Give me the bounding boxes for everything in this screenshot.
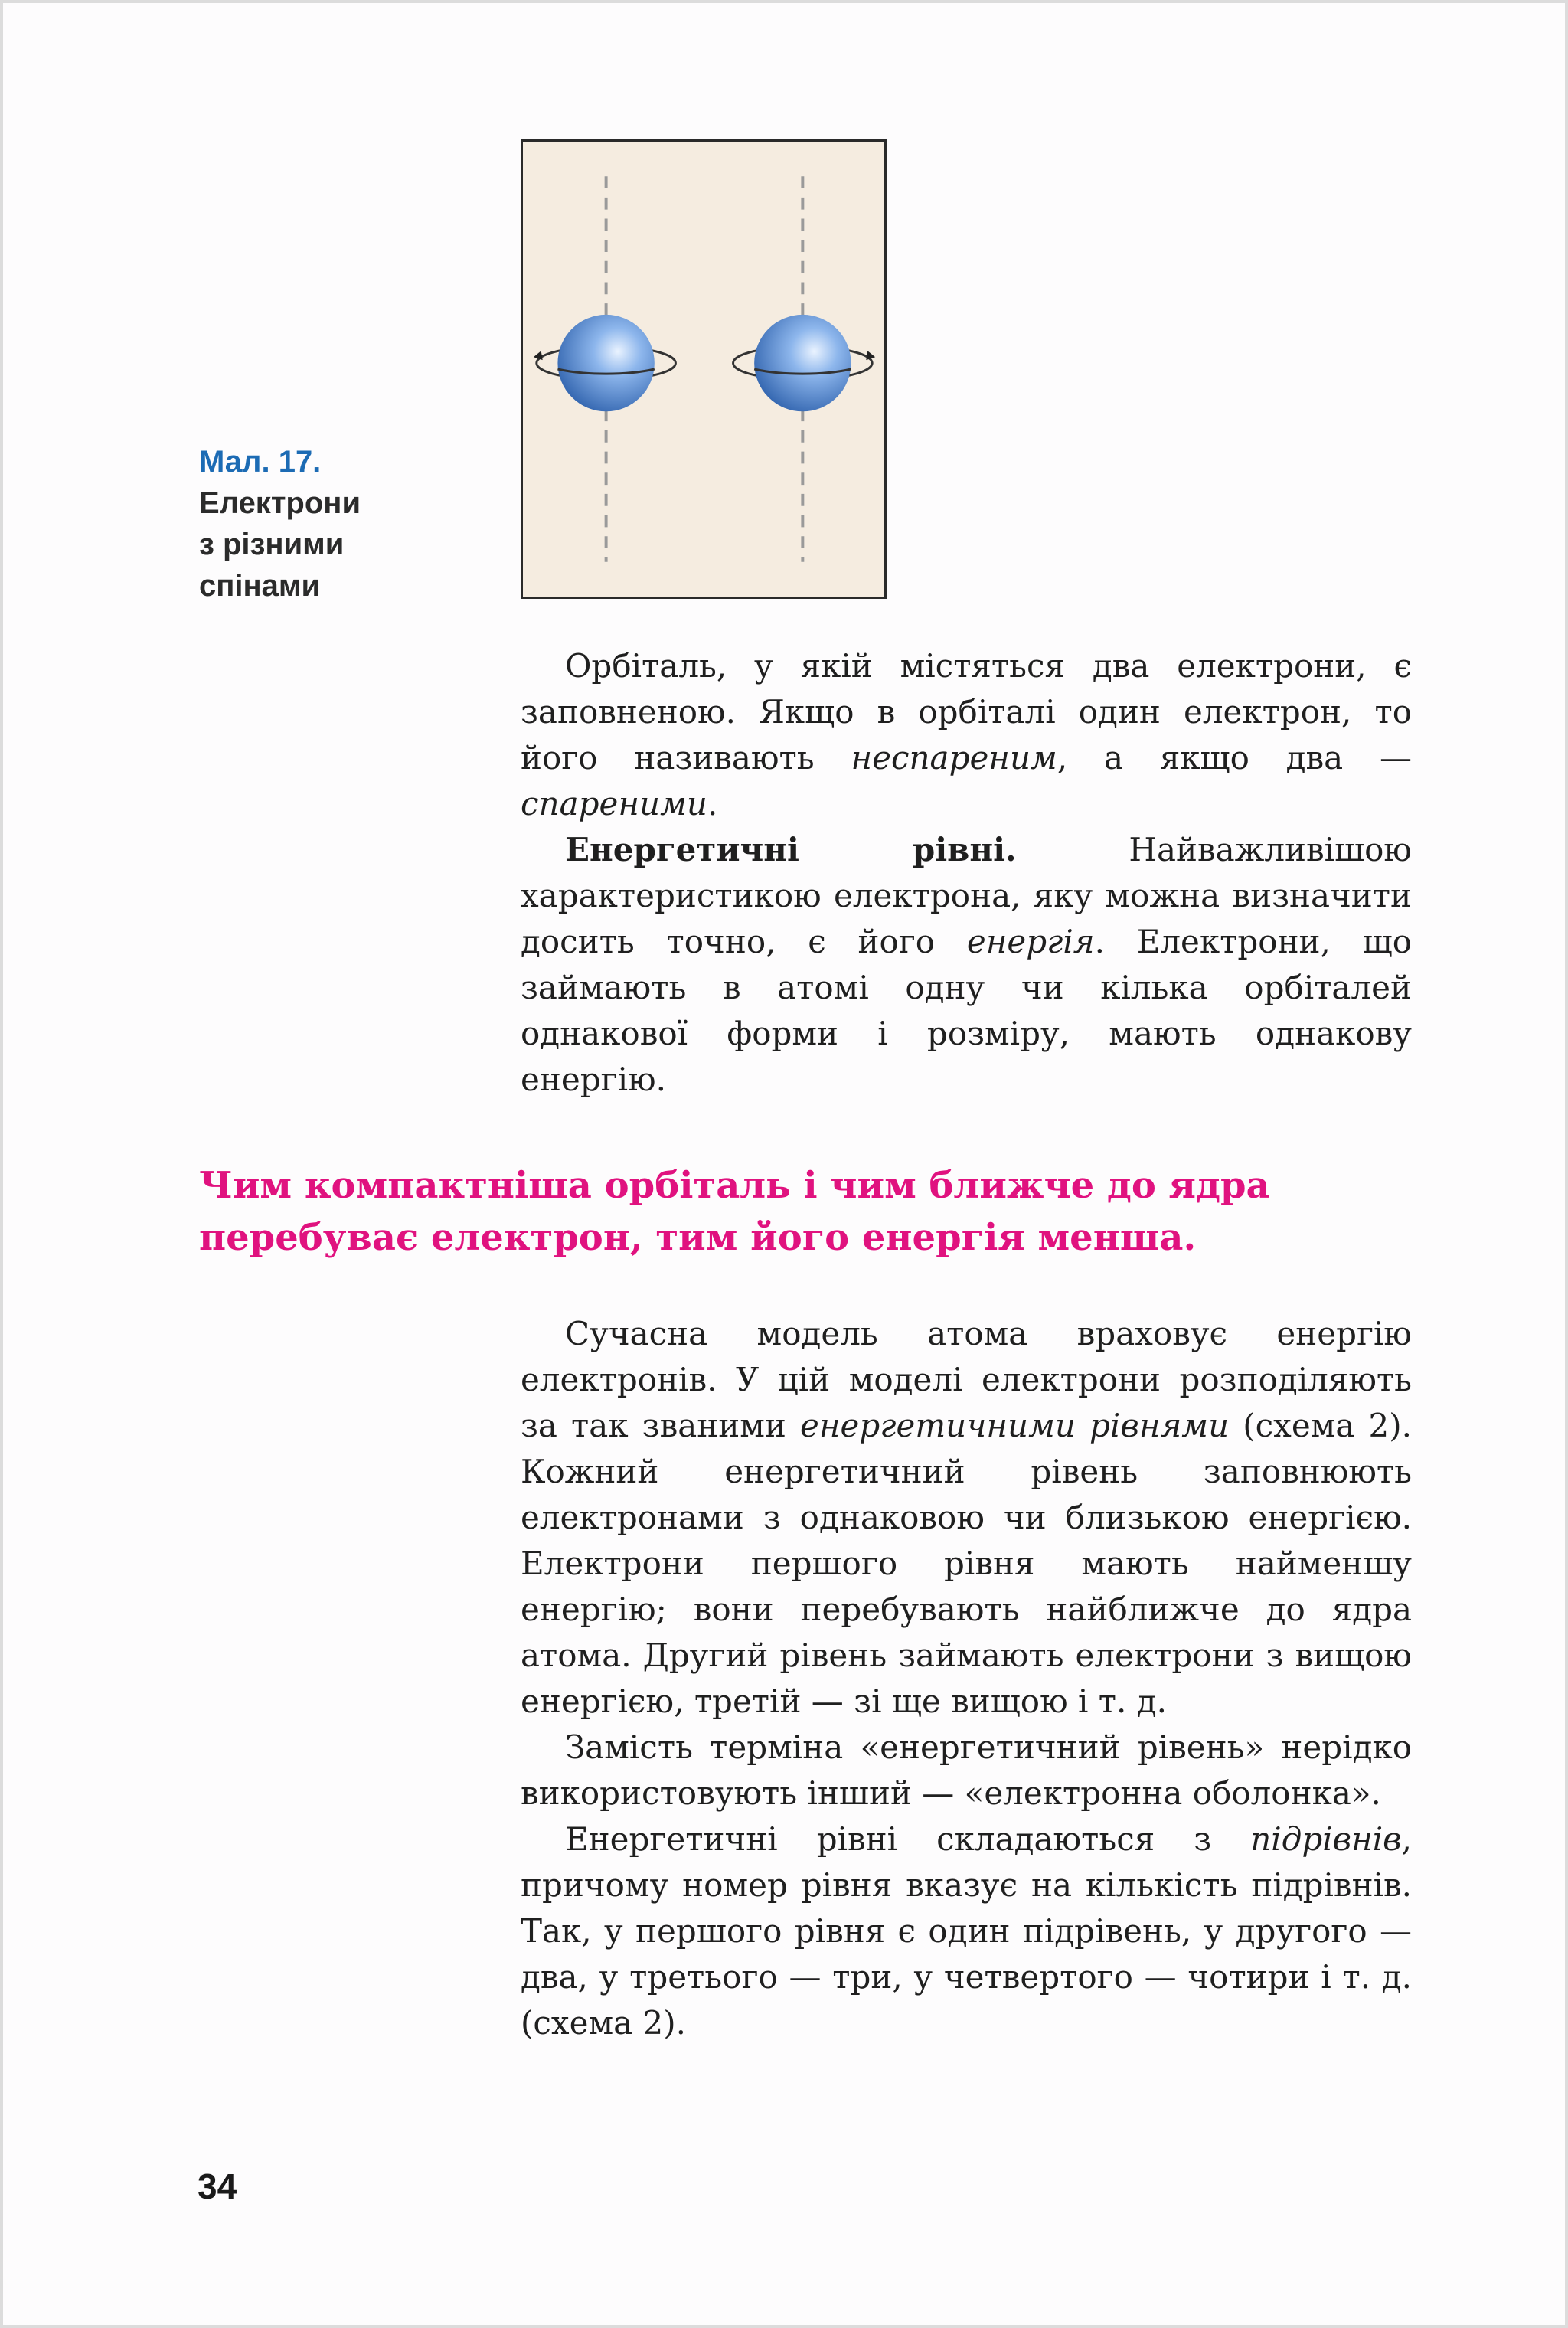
- textbook-page: [3, 3, 1565, 2325]
- figure-caption: [199, 441, 429, 607]
- caption-line-1: Електрони: [199, 486, 361, 520]
- paragraph-block-2: [521, 1311, 1412, 2046]
- electron-right-icon: [733, 176, 876, 562]
- figure-electron-spins: [521, 139, 887, 599]
- caption-line-3: спінами: [199, 569, 321, 603]
- electron-spin-illustration: [523, 142, 884, 597]
- paragraph-electron-shell: Замість терміна «енергетичний рівень» нерідко використовують інший — «електронна оболонка».: [521, 1728, 1412, 1812]
- paragraph-sublevels: Енергетичні рівні складаються з підрівнів, причому номер рівня вказує на кількість підрівнів. Так, у першого рівня є один підрівень, у другого — два, у третього — три, у четвертого — чотири і т. д. (схема 2).: [521, 1820, 1412, 2042]
- electron-left-icon: [534, 176, 676, 562]
- paragraph-modern-model: Сучасна модель атома враховує енергію електронів. У цій моделі електрони розподіляють за так званими енергетичними рівнями (схема 2). Кожний енергетичний рівень заповнюють електронами з однаковою чи близькою енергією. Електрони першого рівня мають найменшу енергію; вони перебувають найближче до ядра атома. Другий рівень займають електрони з вищою енергією, третій — зі ще вищою і т. д.: [521, 1315, 1412, 1720]
- figure-label: Мал. 17.: [199, 445, 322, 479]
- page-number: 34: [198, 2166, 237, 2206]
- paragraph-block-1: [521, 643, 1412, 1103]
- paragraph-filled-orbital: Орбіталь, у якій містяться два електрони, є заповненою. Якщо в орбіталі один електрон, то його називають неспареним, а якщо два — спареними.: [521, 647, 1413, 822]
- paragraph-energy-levels: Енергетичні рівні. Найважливішою характеристикою електрона, яку можна визначити досить точно, є його енергія. Електрони, що займають в атомі одну чи кілька орбіталей однакової форми і розміру, мають однакову енергію.: [521, 831, 1413, 1098]
- key-statement: Чим компактніша орбіталь і чим ближче до ядра перебуває електрон, тим його енергія менша.: [199, 1164, 1270, 1259]
- caption-line-2: з різними: [199, 528, 345, 561]
